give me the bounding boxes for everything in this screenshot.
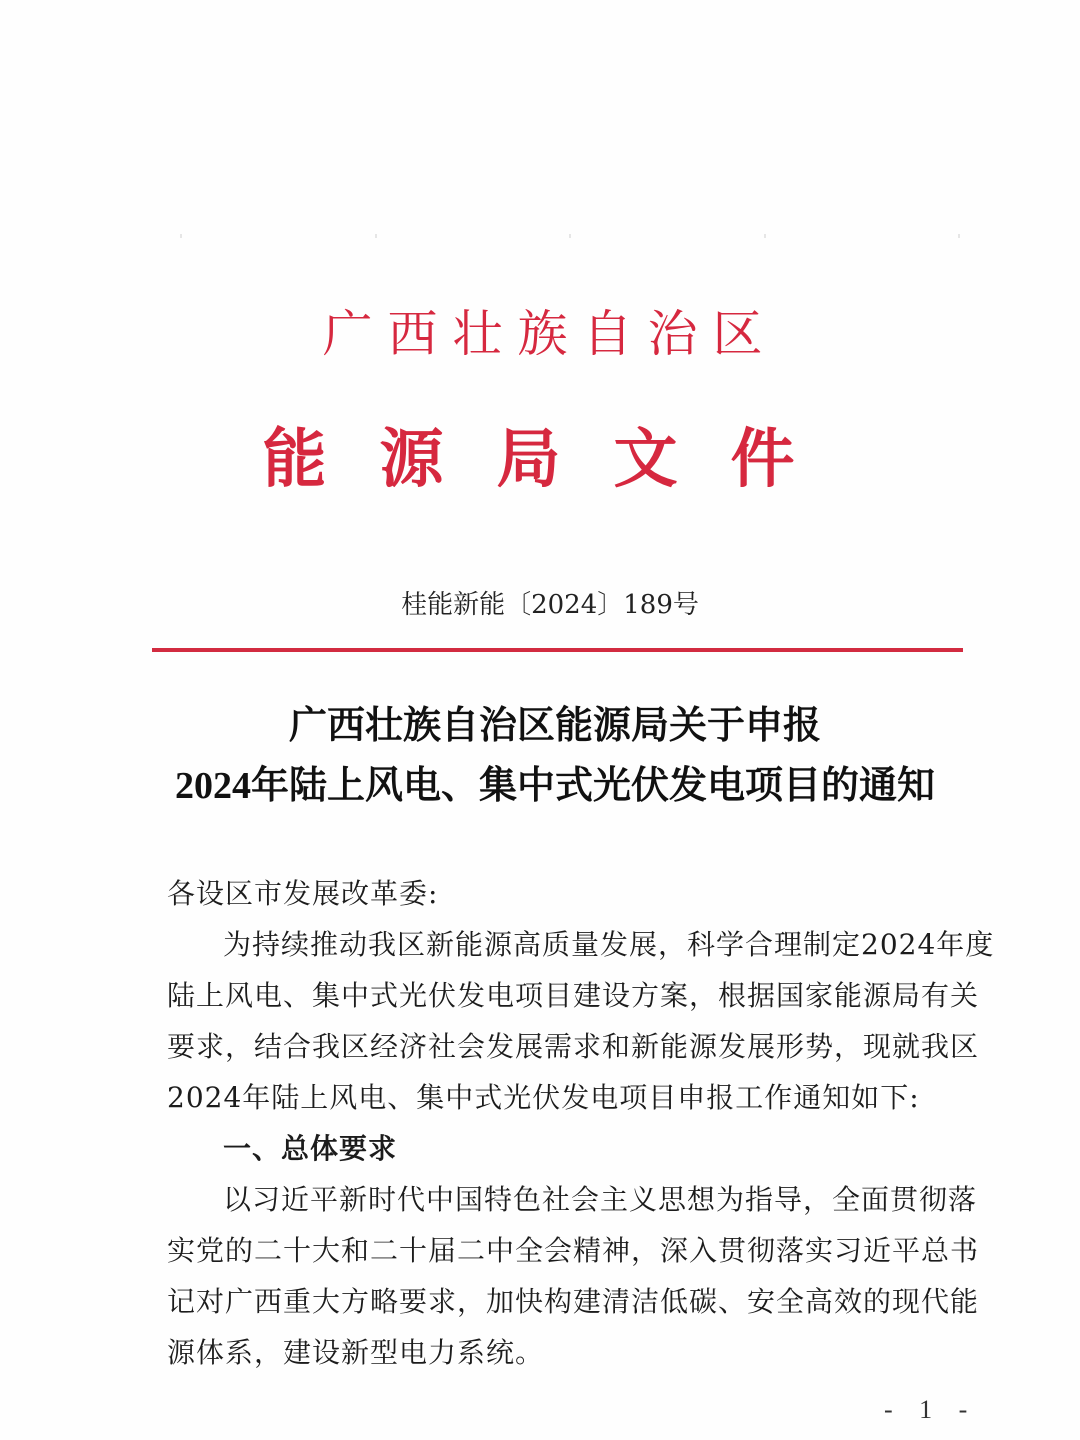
body-paragraph-line: 陆上风电、集中式光伏发电项目建设方案，根据国家能源局有关 [167,979,980,1012]
red-divider-rule [152,648,963,652]
body-paragraph-line: 2024年陆上风电、集中式光伏发电项目申报工作通知如下: [167,1081,920,1114]
page-number: - 1 - [884,1395,978,1424]
body-paragraph-line: 为持续推动我区新能源高质量发展，科学合理制定2024年度 [223,928,995,961]
scan-artifacts [180,234,960,238]
issuer-name: 广西壮族自治区 [322,305,778,363]
body-paragraph-line: 实党的二十大和二十届二中全会精神，深入贯彻落实习近平总书 [167,1234,980,1267]
body-paragraph-line: 以习近平新时代中国特色社会主义思想为指导，全面贯彻落 [223,1183,978,1216]
addressee: 各设区市发展改革委: [167,877,439,910]
body-paragraph-line: 记对广西重大方略要求，加快构建清洁低碳、安全高效的现代能 [167,1285,980,1318]
notice-title-line-2: 2024年陆上风电、集中式光伏发电项目的通知 [174,765,935,807]
body-paragraph-line: 要求，结合我区经济社会发展需求和新能源发展形势，现就我区 [167,1030,980,1063]
body-paragraph-line: 源体系，建设新型电力系统。 [167,1336,545,1369]
document-number: 桂能新能〔2024〕189号 [401,590,699,620]
document-type-header: 能源局文件 [262,422,848,497]
section-heading-general-requirements: 一、总体要求 [223,1132,398,1165]
notice-body [167,868,995,1378]
notice-title-line-1: 广西壮族自治区能源局关于申报 [288,705,821,747]
